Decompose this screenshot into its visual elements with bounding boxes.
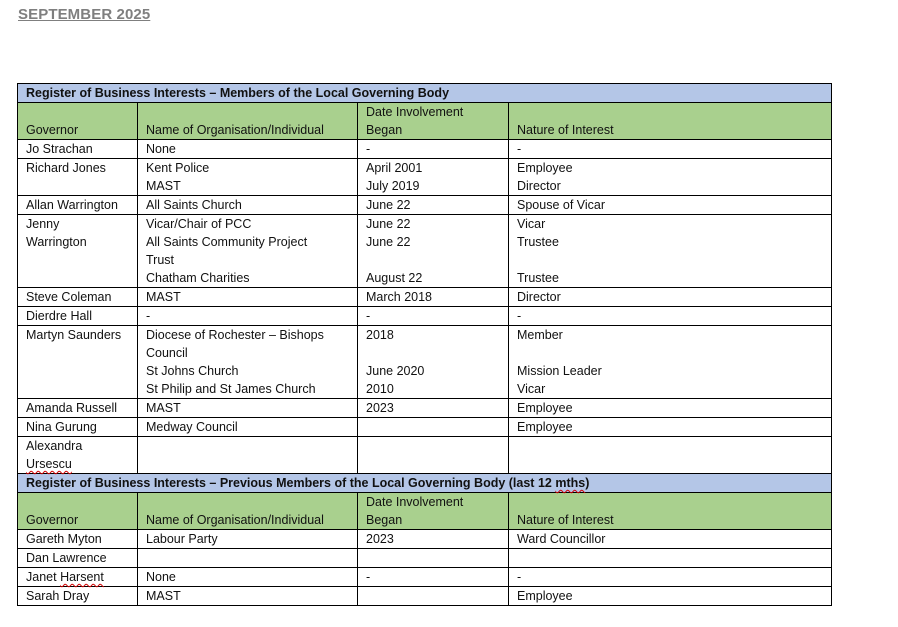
nature-cell: Spouse of Vicar — [509, 196, 832, 215]
table-row — [18, 530, 832, 549]
governor-cell: Jenny Warrington — [18, 215, 138, 288]
nature-cell: Employee Director — [509, 159, 832, 196]
governor-cell: Richard Jones — [18, 159, 138, 196]
col-date: Date Involvement Began — [358, 493, 509, 530]
date-cell: - — [358, 140, 509, 159]
organisation-cell: Kent Police MAST — [138, 159, 358, 196]
table-row — [18, 326, 832, 399]
organisation-cell: Medway Council — [138, 418, 358, 437]
previous-members-heading: Register of Business Interests – Previous Members of the Local Governing Body (last 12 mths) — [18, 474, 832, 493]
governor-cell: Alexandra Ursescu — [18, 437, 138, 474]
date-cell — [358, 437, 509, 474]
table-row — [18, 568, 832, 587]
nature-cell: Employee — [509, 587, 832, 606]
column-header-row — [18, 493, 832, 530]
governor-cell: Jo Strachan — [18, 140, 138, 159]
organisation-cell: None — [138, 568, 358, 587]
nature-cell: Ward Councillor — [509, 530, 832, 549]
table-row — [18, 307, 832, 326]
organisation-cell: MAST — [138, 587, 358, 606]
date-cell — [358, 418, 509, 437]
nature-cell: - — [509, 140, 832, 159]
register-table — [17, 83, 832, 606]
governor-cell: Gareth Myton — [18, 530, 138, 549]
date-cell: - — [358, 307, 509, 326]
table-row — [18, 288, 832, 307]
date-cell — [358, 587, 509, 606]
governor-cell: Steve Coleman — [18, 288, 138, 307]
organisation-cell: MAST — [138, 288, 358, 307]
nature-cell: Member Mission Leader Vicar — [509, 326, 832, 399]
col-organisation: Name of Organisation/Individual — [138, 493, 358, 530]
date-cell: March 2018 — [358, 288, 509, 307]
organisation-cell — [138, 437, 358, 474]
organisation-cell: MAST — [138, 399, 358, 418]
organisation-cell: Diocese of Rochester – Bishops Council St Johns Church St Philip and St James Church — [138, 326, 358, 399]
table-row — [18, 437, 832, 474]
table-row — [18, 159, 832, 196]
organisation-cell: - — [138, 307, 358, 326]
governor-cell: Nina Gurung — [18, 418, 138, 437]
nature-cell — [509, 437, 832, 474]
date-cell — [358, 549, 509, 568]
nature-cell: Vicar Trustee Trustee — [509, 215, 832, 288]
governor-cell: Janet Harsent — [18, 568, 138, 587]
date-cell: 2023 — [358, 399, 509, 418]
organisation-cell: None — [138, 140, 358, 159]
date-cell: April 2001 July 2019 — [358, 159, 509, 196]
governor-cell: Amanda Russell — [18, 399, 138, 418]
table-row — [18, 196, 832, 215]
date-cell: - — [358, 568, 509, 587]
current-members-heading: Register of Business Interests – Members of the Local Governing Body — [18, 84, 832, 103]
table-row — [18, 549, 832, 568]
col-date: Date Involvement Began — [358, 103, 509, 140]
col-nature: Nature of Interest — [509, 493, 832, 530]
col-governor: Governor — [18, 103, 138, 140]
organisation-cell: All Saints Church — [138, 196, 358, 215]
col-organisation: Name of Organisation/Individual — [138, 103, 358, 140]
previous-members-heading-row — [18, 474, 832, 493]
document-title: SEPTEMBER 2025 — [18, 6, 151, 23]
governor-cell: Sarah Dray — [18, 587, 138, 606]
table-row — [18, 140, 832, 159]
governor-cell: Allan Warrington — [18, 196, 138, 215]
nature-cell: - — [509, 568, 832, 587]
governor-cell: Dan Lawrence — [18, 549, 138, 568]
table-row — [18, 587, 832, 606]
nature-cell — [509, 549, 832, 568]
governor-cell: Dierdre Hall — [18, 307, 138, 326]
spellcheck-underline: Ursescu — [26, 457, 72, 471]
column-header-row — [18, 103, 832, 140]
organisation-cell — [138, 549, 358, 568]
spellcheck-underline: Harsent — [60, 570, 104, 584]
organisation-cell: Labour Party — [138, 530, 358, 549]
date-cell: June 22 June 22 August 22 — [358, 215, 509, 288]
table-row — [18, 418, 832, 437]
nature-cell: - — [509, 307, 832, 326]
nature-cell: Employee — [509, 418, 832, 437]
nature-cell: Employee — [509, 399, 832, 418]
table-row — [18, 215, 832, 288]
date-cell: 2018 June 2020 2010 — [358, 326, 509, 399]
col-nature: Nature of Interest — [509, 103, 832, 140]
col-governor: Governor — [18, 493, 138, 530]
organisation-cell: Vicar/Chair of PCC All Saints Community Project Trust Chatham Charities — [138, 215, 358, 288]
current-members-heading-row — [18, 84, 832, 103]
table-row — [18, 399, 832, 418]
date-cell: June 22 — [358, 196, 509, 215]
nature-cell: Director — [509, 288, 832, 307]
date-cell: 2023 — [358, 530, 509, 549]
governor-cell: Martyn Saunders — [18, 326, 138, 399]
